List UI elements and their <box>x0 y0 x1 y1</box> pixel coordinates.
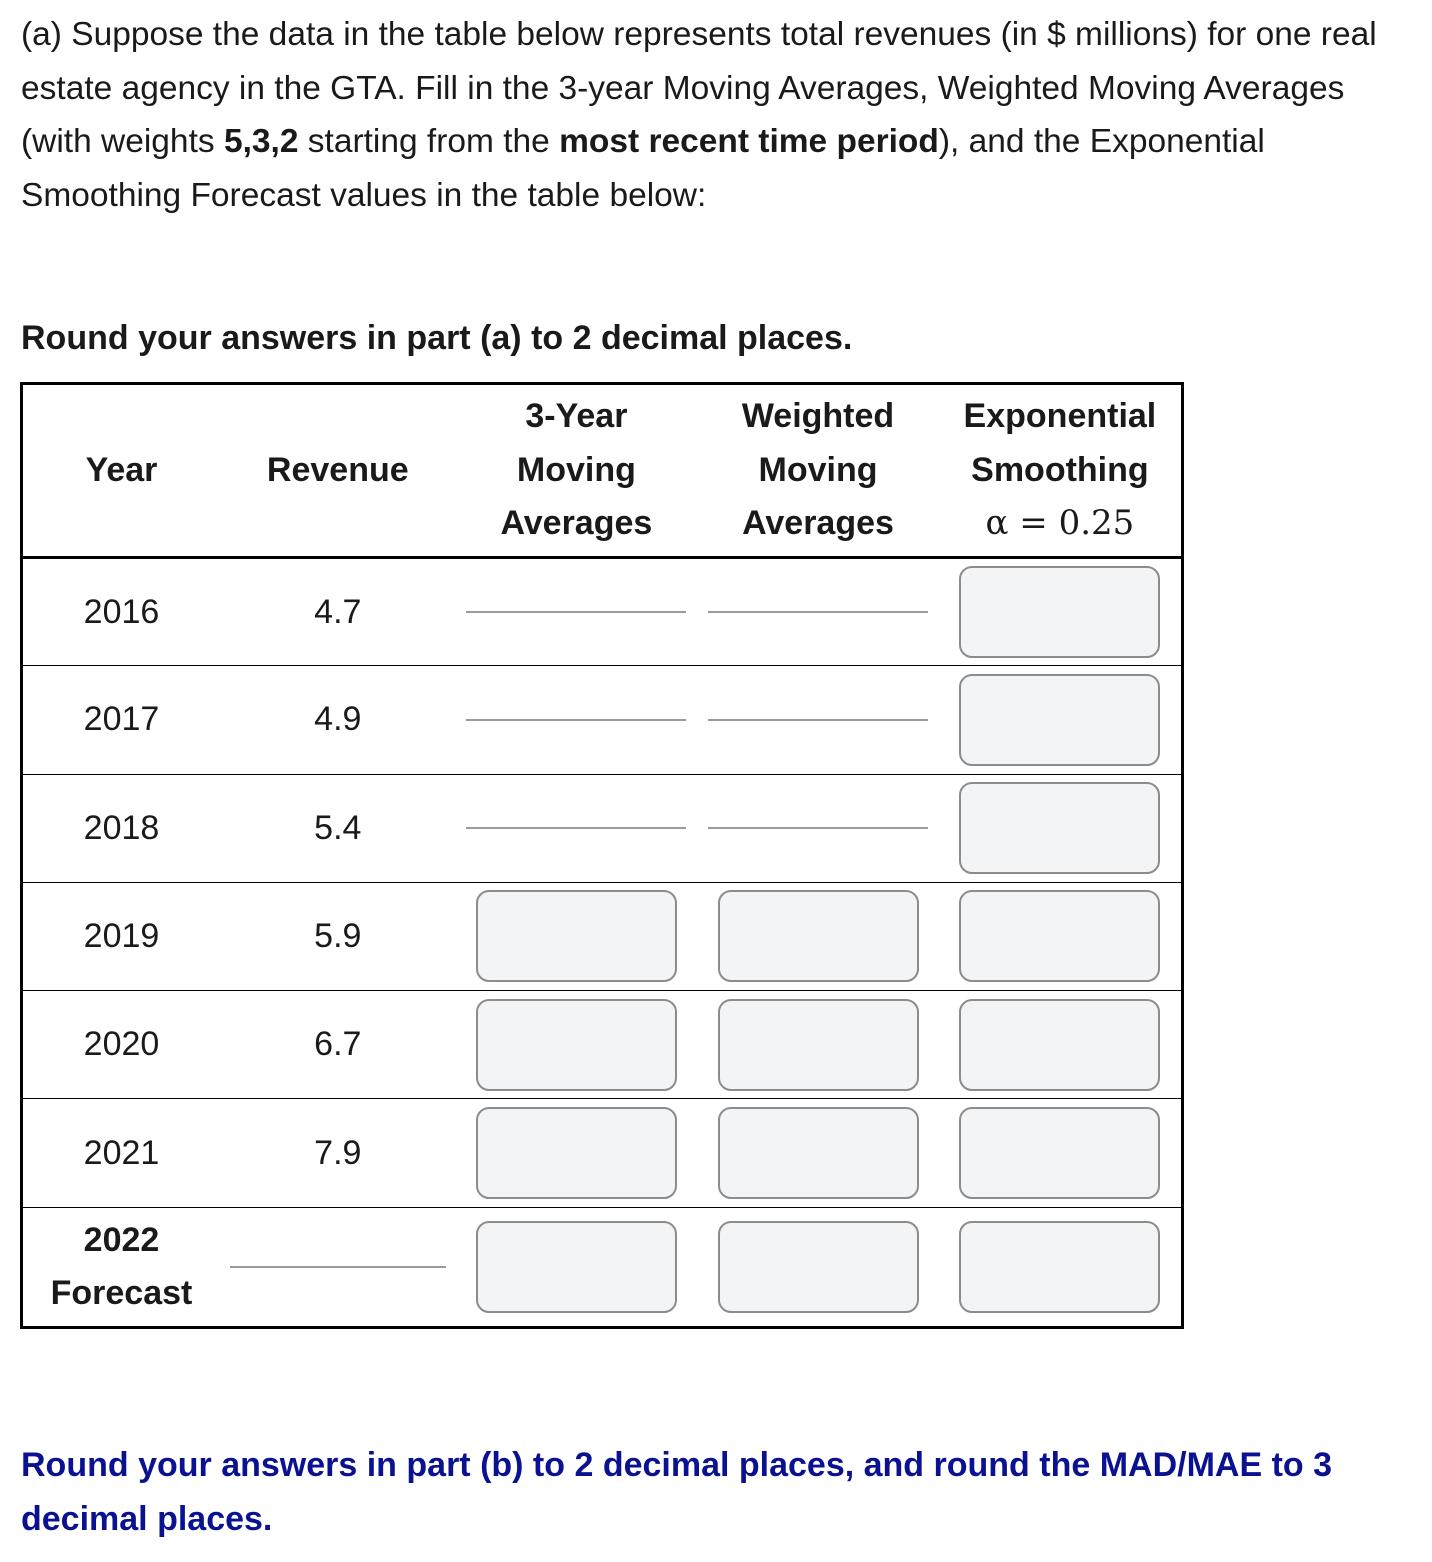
ma-cell <box>456 558 698 666</box>
forecast-table <box>20 382 1184 1329</box>
instructions-paragraph <box>21 8 1421 222</box>
wma-answer-input-2021[interactable] <box>718 1107 919 1199</box>
es-answer-input-2017[interactable] <box>959 674 1160 766</box>
revenue-cell: 4.9 <box>314 700 362 739</box>
revenue-cell: 4.7 <box>314 592 362 631</box>
header-year: Year <box>22 384 221 558</box>
ma-cell <box>456 991 698 1099</box>
table-row <box>22 558 1183 666</box>
header-es-line-2: Smoothing <box>971 450 1149 489</box>
es-answer-input-2018[interactable] <box>959 782 1160 874</box>
weights-emphasis: 5,3,2 <box>223 123 299 160</box>
es-cell <box>939 1207 1183 1327</box>
header-moving-averages <box>456 384 698 558</box>
header-es-line-1: Exponential <box>963 397 1157 436</box>
es-cell <box>939 991 1183 1099</box>
table-row <box>22 991 1183 1099</box>
table-row <box>22 774 1183 882</box>
forecast-label: Forecast <box>50 1273 193 1312</box>
blank-line <box>466 719 686 721</box>
header-exponential-smoothing <box>939 384 1183 558</box>
blank-line <box>466 827 686 829</box>
forecast-revenue-cell <box>220 1207 456 1327</box>
header-wma-line-2: Moving <box>758 450 878 489</box>
revenue-cell: 5.9 <box>314 916 362 955</box>
wma-answer-input-2020[interactable] <box>718 999 919 1091</box>
header-ma-line-1: 3-Year <box>525 397 628 436</box>
header-wma-line-3: Averages <box>742 504 894 543</box>
header-revenue: Revenue <box>220 384 456 558</box>
instructions-text-2: starting from the <box>298 123 560 160</box>
wma-answer-input-2019[interactable] <box>718 890 919 982</box>
ma-forecast-input[interactable] <box>476 1221 677 1313</box>
wma-forecast-input[interactable] <box>718 1221 919 1313</box>
wma-cell <box>697 882 939 990</box>
es-answer-input-2019[interactable] <box>959 890 1160 982</box>
ma-cell <box>456 666 698 774</box>
table-row <box>22 666 1183 774</box>
es-cell <box>939 774 1183 882</box>
wma-cell <box>697 1207 939 1327</box>
es-answer-input-2021[interactable] <box>959 1107 1160 1199</box>
forecast-year-label: 2022 <box>83 1220 160 1259</box>
revenue-cell: 5.4 <box>314 808 362 847</box>
year-cell: 2021 <box>83 1133 160 1172</box>
wma-cell <box>697 774 939 882</box>
es-cell <box>939 1099 1183 1207</box>
ma-cell <box>456 774 698 882</box>
es-answer-input-2016[interactable] <box>959 566 1160 658</box>
round-instruction-part-a: Round your answers in part (a) to 2 decimal places. <box>21 319 853 357</box>
year-cell: 2019 <box>83 916 160 955</box>
revenue-cell: 7.9 <box>314 1133 362 1172</box>
year-cell: 2016 <box>83 592 160 631</box>
header-ma-line-2: Moving <box>516 450 636 489</box>
recent-period-emphasis: most recent time period <box>559 123 939 160</box>
header-alpha-value: α = 0.25 <box>985 503 1135 544</box>
wma-cell <box>697 558 939 666</box>
year-cell: 2018 <box>83 808 160 847</box>
wma-cell <box>697 991 939 1099</box>
revenue-cell: 6.7 <box>314 1025 362 1064</box>
year-cell: 2017 <box>83 700 160 739</box>
es-cell <box>939 558 1183 666</box>
blank-line <box>466 611 686 613</box>
es-forecast-input[interactable] <box>959 1221 1160 1313</box>
wma-cell <box>697 1099 939 1207</box>
blank-line <box>230 1266 446 1268</box>
blank-line <box>708 611 928 613</box>
header-weighted-moving-averages <box>697 384 939 558</box>
es-cell <box>939 882 1183 990</box>
round-instruction-part-b: Round your answers in part (b) to 2 decimal places, and round the MAD/MAE to 3 decimal places. <box>21 1446 1333 1538</box>
es-cell <box>939 666 1183 774</box>
blank-line <box>708 719 928 721</box>
forecast-row <box>22 1207 1183 1327</box>
ma-cell <box>456 1099 698 1207</box>
header-wma-line-1: Weighted <box>741 397 895 436</box>
instructions-text-1: (a) Suppose the data in the table below represents total revenues (in $ millions) for one real estate agency in the GTA. Fill in the 3-year Moving Averages, Weighted Moving Averages (with weights <box>21 16 1377 160</box>
table-header-row <box>22 384 1183 558</box>
ma-cell <box>456 882 698 990</box>
ma-answer-input-2020[interactable] <box>476 999 677 1091</box>
es-answer-input-2020[interactable] <box>959 999 1160 1091</box>
header-ma-line-3: Averages <box>500 504 653 543</box>
ma-answer-input-2019[interactable] <box>476 890 677 982</box>
ma-answer-input-2021[interactable] <box>476 1107 677 1199</box>
blank-line <box>708 827 928 829</box>
year-cell: 2020 <box>83 1025 160 1064</box>
table-row <box>22 1099 1183 1207</box>
table-row <box>22 882 1183 990</box>
instructions-text-3: ), and the Exponential Smoothing Forecast values in the table below: <box>21 123 1265 214</box>
wma-cell <box>697 666 939 774</box>
ma-cell <box>456 1207 698 1327</box>
forecast-year-cell <box>22 1207 221 1327</box>
